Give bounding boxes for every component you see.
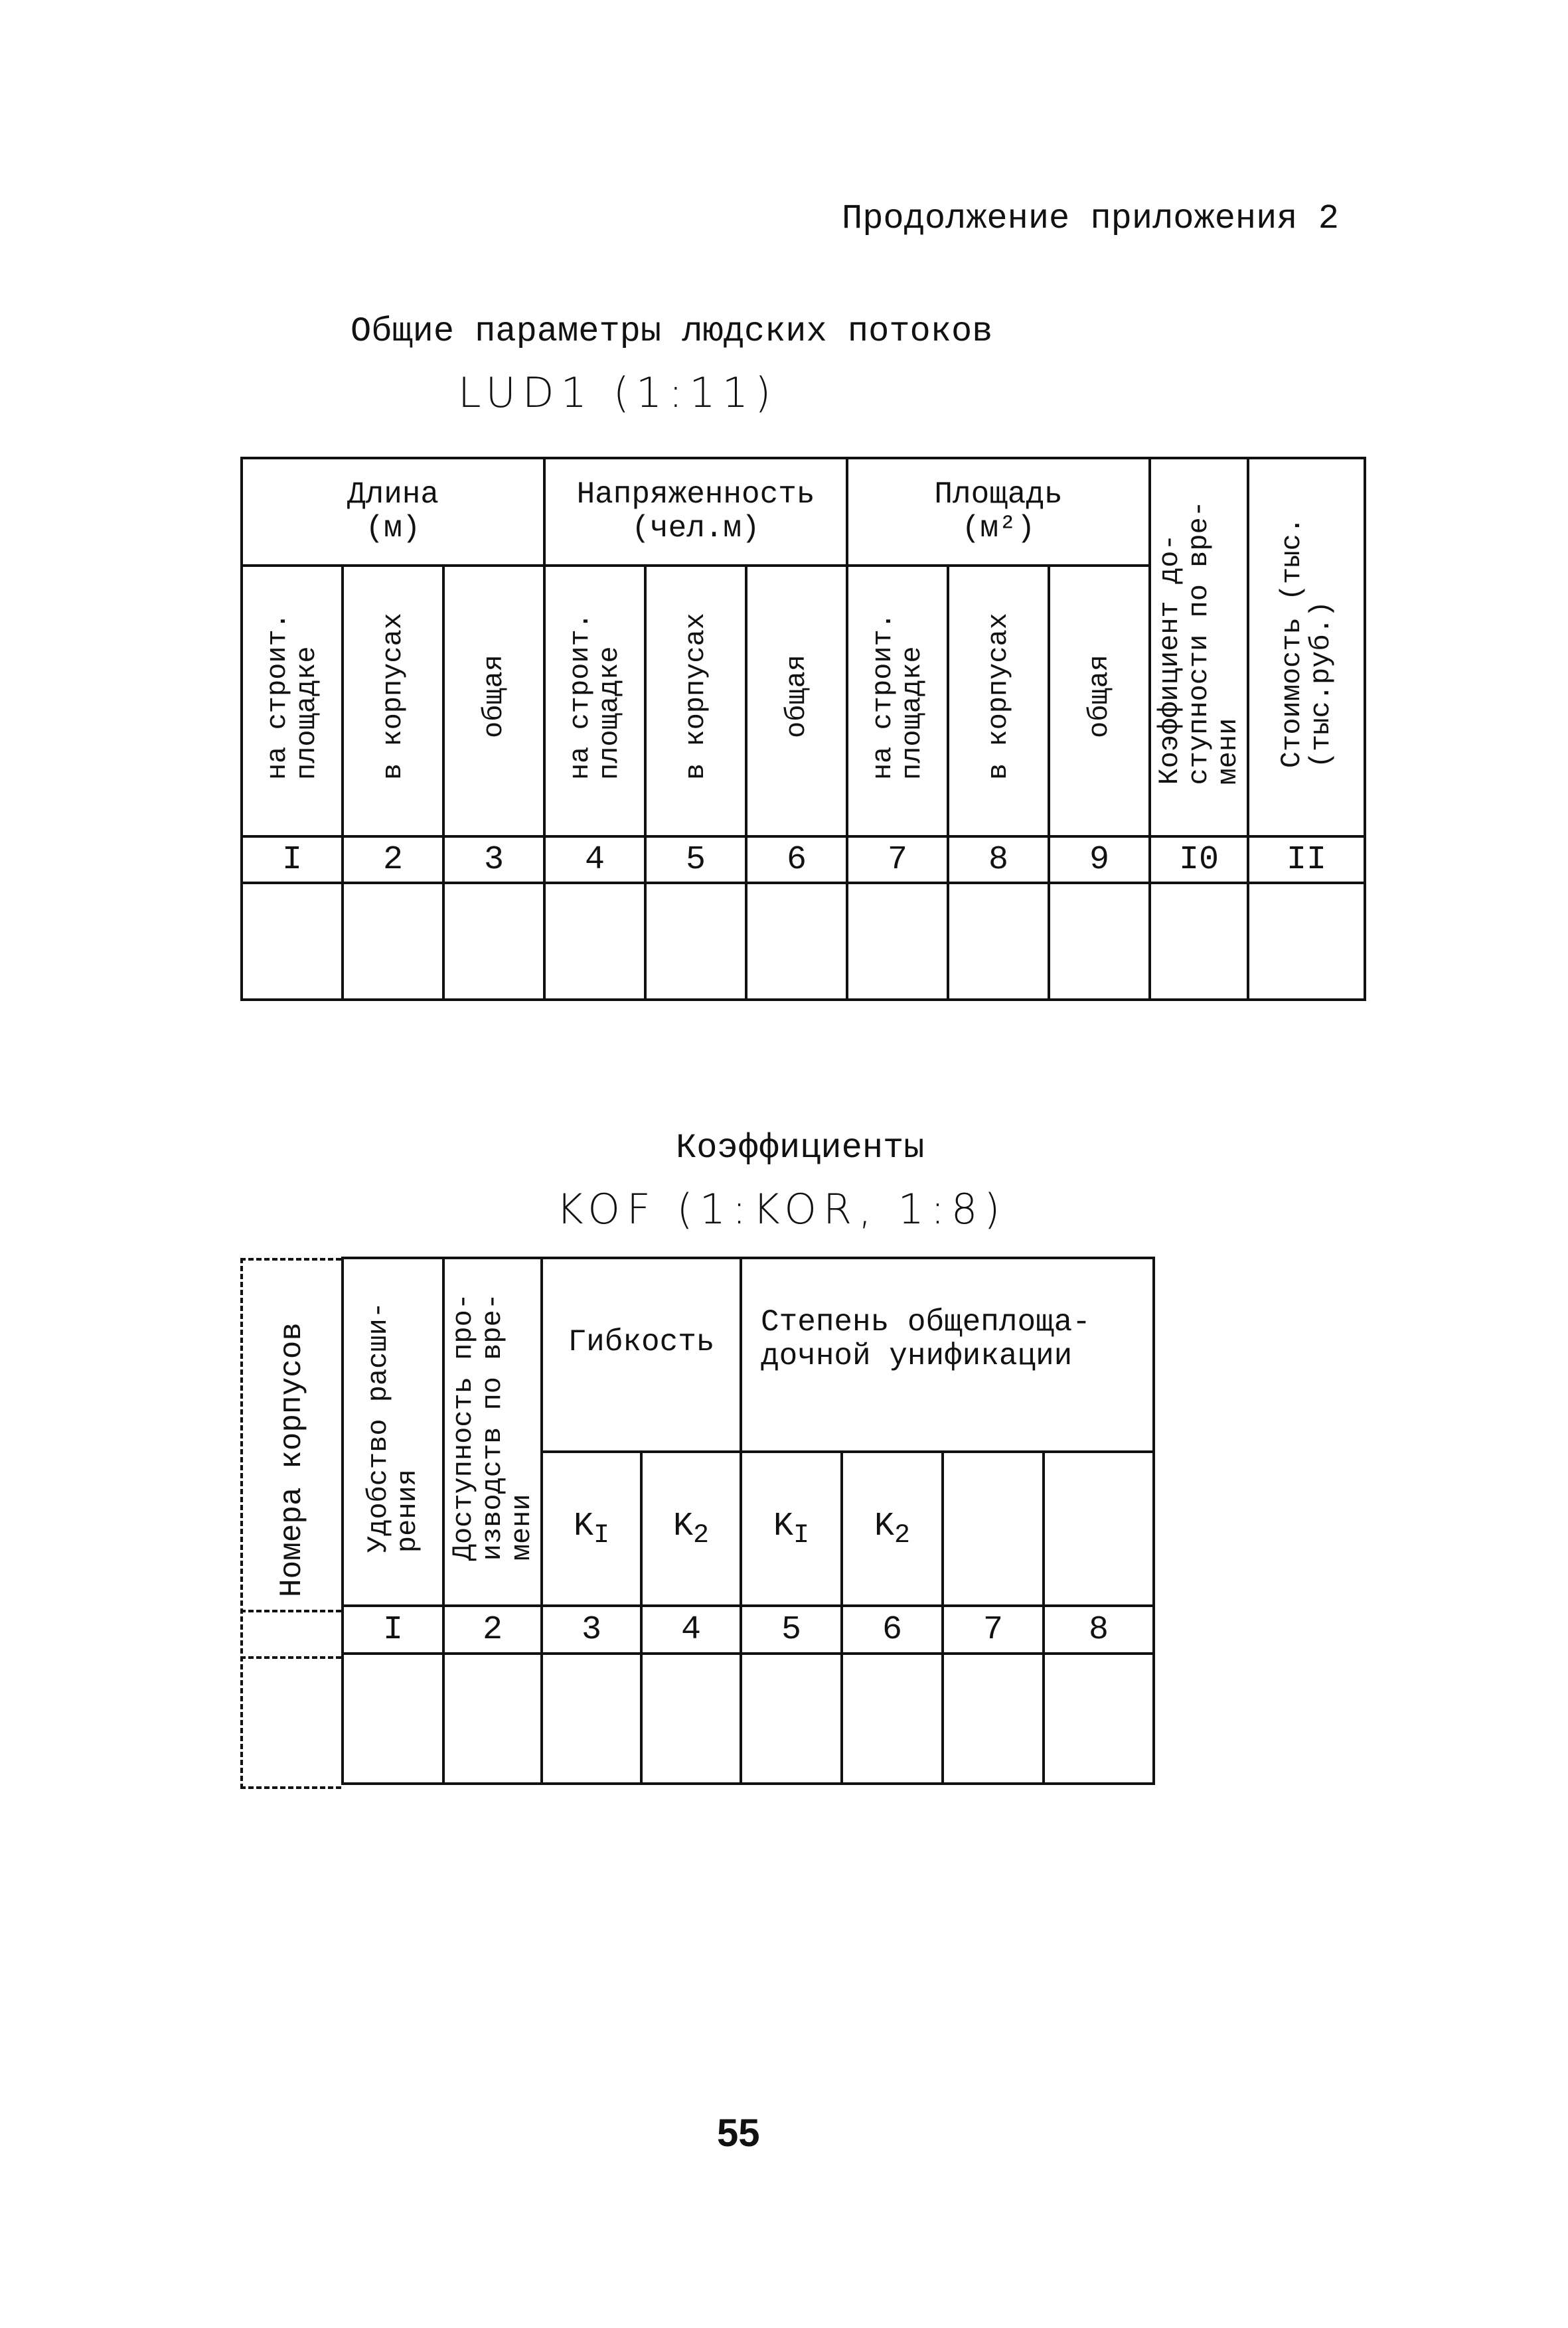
empty-cell [1150,883,1248,1000]
empty-cell [847,883,948,1000]
empty-cell [645,883,746,1000]
dashed-number-border [240,1656,341,1659]
col-intensity-site: на строит. площадке [544,566,645,836]
col-unif-k1: $K_I$ [741,1452,842,1606]
col-area-site: на строит. площадке [847,566,948,836]
table1-empty-row [242,883,1365,1000]
col-area-buildings: в корпусах [948,566,1049,836]
col-availability-header: Доступность про- изводств по вре- мени [443,1258,542,1606]
group-intensity: Напряженность (чел.м) [544,458,847,566]
col-number: 6 [746,836,847,883]
col-intensity-buildings: в корпусах [645,566,746,836]
group-length: Длина (м) [242,458,544,566]
table2-empty-row [343,1654,1154,1784]
col-flex-k1: $K_I$ [542,1452,641,1606]
col-number: 7 [943,1606,1044,1654]
page-number: 55 [717,2112,760,2155]
group-unification: Степень общеплоща- дочной унификации [741,1258,1154,1452]
table2-title: Коэффициенты [676,1128,925,1168]
col-unif-empty [1044,1452,1154,1606]
dashed-header-border [240,1610,341,1612]
empty-cell [948,883,1049,1000]
col-number: 7 [847,836,948,883]
dashed-bottom-border [240,1786,341,1789]
empty-cell [343,883,443,1000]
col-availability-header: Коэффициент до- ступности по вре- мени [1150,458,1248,836]
col-length-site: на строит. площадке [242,566,343,836]
table2-number-row [343,1606,1154,1654]
col-number: 3 [443,836,544,883]
group-flexibility: Гибкость [542,1258,741,1452]
col-number: 3 [542,1606,641,1654]
col-number: 2 [343,836,443,883]
empty-cell [544,883,645,1000]
col-number: II [1248,836,1365,883]
col-number: I0 [1150,836,1248,883]
empty-cell [746,883,847,1000]
col-unif-empty [943,1452,1044,1606]
empty-cell [242,883,343,1000]
col-length-total: общая [443,566,544,836]
col-number: 4 [544,836,645,883]
empty-cell [1049,883,1150,1000]
table1-title: Общие параметры людских потоков [351,312,993,351]
empty-cell [641,1654,741,1784]
col-number: 6 [842,1606,943,1654]
col-number: 5 [741,1606,842,1654]
col-flex-k2: $K_2$ [641,1452,741,1606]
table1 [240,457,1366,1001]
col-number: 5 [645,836,746,883]
empty-cell [1044,1654,1154,1784]
col-number: 2 [443,1606,542,1654]
dashed-top-border [240,1258,341,1261]
empty-cell [443,883,544,1000]
col-convenience-header: Удобство расши- рения [343,1258,443,1606]
col-length-buildings: в корпусах [343,566,443,836]
col-number: I [242,836,343,883]
col-number: 8 [948,836,1049,883]
empty-cell [842,1654,943,1784]
empty-cell [443,1654,542,1784]
col-buildings-header: Номера корпусов [274,1322,309,1597]
col-number: 8 [1044,1606,1154,1654]
empty-cell [741,1654,842,1784]
col-unif-k2: $K_2$ [842,1452,943,1606]
table1-number-row [242,836,1365,883]
col-cost-header: Стоимость (тыс. (тыс.руб.) [1248,458,1365,836]
empty-cell [542,1654,641,1784]
col-number: 4 [641,1606,741,1654]
empty-cell [1248,883,1365,1000]
empty-cell [343,1654,443,1784]
col-area-total: общая [1049,566,1150,836]
group-area: Площадь (м²) [847,458,1150,566]
col-number: I [343,1606,443,1654]
table1-code: LUD1 (1:11) [458,368,778,417]
col-number: 9 [1049,836,1150,883]
continuation-heading: Продолжение приложения 2 [842,199,1339,238]
table2-code: KOF (1:KOR, 1:8) [556,1185,1007,1233]
col-intensity-total: общая [746,566,847,836]
table2 [341,1257,1155,1785]
empty-cell [943,1654,1044,1784]
